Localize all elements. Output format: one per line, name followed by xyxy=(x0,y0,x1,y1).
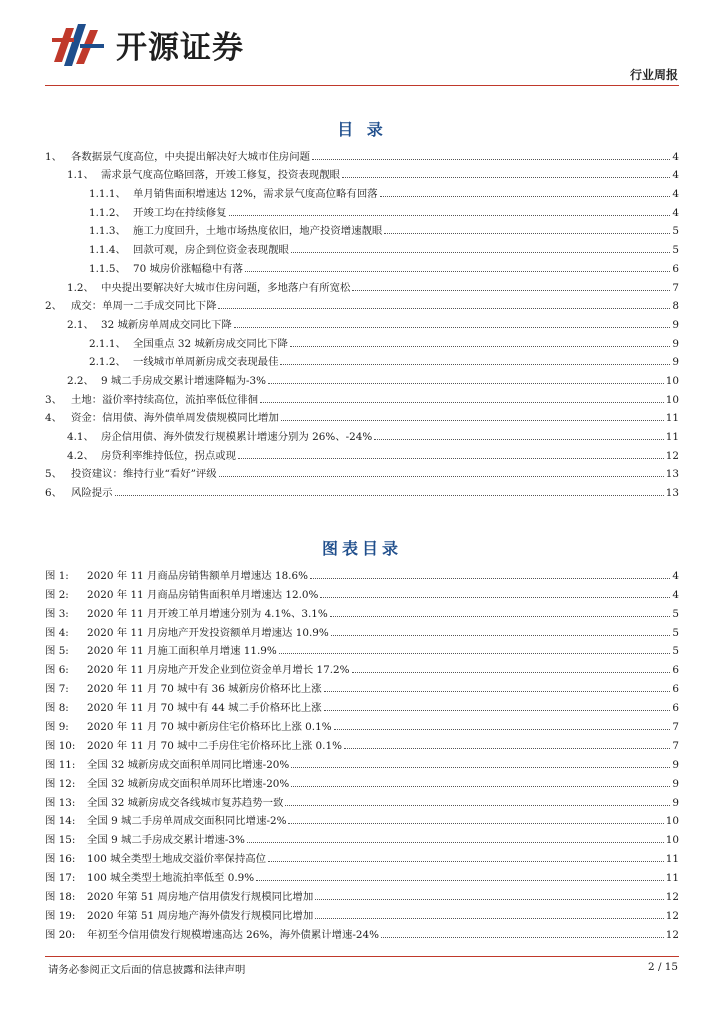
figure-item[interactable] xyxy=(45,564,679,583)
figure-item[interactable] xyxy=(45,885,679,904)
toc-item-page: 10 xyxy=(665,393,679,406)
toc-item[interactable] xyxy=(45,369,679,388)
toc-item-number: 1.1.3、 xyxy=(89,225,126,238)
toc-item[interactable] xyxy=(45,276,679,295)
leader-dots xyxy=(374,439,664,440)
figure-item-text: 2020 年 11 月房地产开发投资额单月增速达 10.9% xyxy=(87,626,329,639)
figure-item-page: 9 xyxy=(672,777,679,790)
toc-item-number: 4、 xyxy=(45,412,63,425)
toc-item[interactable] xyxy=(45,238,679,257)
figure-item[interactable] xyxy=(45,696,679,715)
company-name: 开源证券 xyxy=(116,29,244,66)
figure-item-text: 100 城全类型土地成交溢价率保持高位 xyxy=(87,853,266,866)
logo-mark-icon xyxy=(50,18,108,70)
figure-item[interactable] xyxy=(45,640,679,659)
leader-dots xyxy=(234,327,671,328)
leader-dots xyxy=(352,672,671,673)
figure-item-page: 11 xyxy=(665,872,679,885)
leader-dots xyxy=(380,196,671,197)
toc-item-page: 10 xyxy=(665,374,679,387)
toc-item-page: 11 xyxy=(665,431,679,443)
figure-item-number: 图 19: xyxy=(45,909,76,922)
leader-dots xyxy=(381,937,664,938)
toc-item-number: 1.1.4、 xyxy=(89,244,126,257)
leader-dots xyxy=(291,252,671,253)
figure-item-number: 图 12: xyxy=(45,777,76,790)
leader-dots xyxy=(280,364,670,365)
figure-item[interactable] xyxy=(45,847,679,866)
leader-dots xyxy=(260,402,664,403)
figure-item-number: 图 6: xyxy=(45,664,69,677)
figure-item-number: 图 1: xyxy=(45,569,69,582)
figure-item-page: 4 xyxy=(672,569,679,582)
toc-item-text: 一线城市单周新房成交表现最佳 xyxy=(133,356,279,369)
page-number: 2 / 15 xyxy=(648,961,678,973)
figure-item-text: 2020 年 11 月 70 城中二手房住宅价格环比上涨 0.1% xyxy=(87,739,342,752)
toc-item-page: 4 xyxy=(672,150,679,163)
figure-item[interactable] xyxy=(45,583,679,602)
company-logo xyxy=(50,18,244,70)
toc-item-number: 2、 xyxy=(45,300,63,313)
figure-item-text: 全国 32 城新房成交面积单周环比增速-20% xyxy=(87,777,290,790)
leader-dots xyxy=(384,233,670,234)
toc-item-text: 各数据景气度高位，中央提出解决好大城市住房问题 xyxy=(71,150,310,163)
leader-dots xyxy=(342,177,670,178)
toc-item-text: 开竣工均在持续修复 xyxy=(133,206,227,219)
toc-item-number: 5、 xyxy=(45,468,63,481)
figure-item-page: 5 xyxy=(672,607,679,620)
figure-item-text: 全国 9 城二手房单周成交面积同比增速-2% xyxy=(87,815,287,828)
figure-item-page: 10 xyxy=(665,815,679,828)
toc-item-text: 9 城二手房成交累计增速降幅为-3% xyxy=(101,374,266,387)
figure-item-text: 2020 年 11 月 70 城中有 36 城新房价格环比上涨 xyxy=(87,683,322,696)
toc-item-page: 4 xyxy=(672,188,679,201)
toc-item-number: 2.1.2、 xyxy=(89,356,126,369)
leader-dots xyxy=(285,805,670,806)
toc-item-text: 中央提出要解决好大城市住房问题，多地落户有所宽松 xyxy=(101,281,351,294)
leader-dots xyxy=(256,880,664,881)
toc-item[interactable] xyxy=(45,388,679,407)
figure-item[interactable] xyxy=(45,621,679,640)
figure-item-text: 全国 32 城新房成交面积单周同比增速-20% xyxy=(87,758,290,771)
figure-item-number: 图 14: xyxy=(45,815,76,828)
toc-item-page: 9 xyxy=(672,318,679,331)
figure-item[interactable] xyxy=(45,904,679,923)
footer-divider xyxy=(45,956,679,957)
figure-item-number: 图 18: xyxy=(45,891,76,904)
figure-item[interactable] xyxy=(45,753,679,772)
page-header xyxy=(0,0,724,90)
leader-dots xyxy=(288,823,663,824)
leader-dots xyxy=(238,458,664,459)
toc-item-page: 6 xyxy=(672,262,679,275)
figure-item-text: 2020 年 11 月 70 城中新房住宅价格环比上涨 0.1% xyxy=(87,721,332,734)
figure-item-page: 7 xyxy=(672,721,679,734)
toc-item[interactable] xyxy=(45,257,679,276)
figure-item-page: 5 xyxy=(672,626,679,639)
report-type: 行业周报 xyxy=(629,68,678,82)
toc-item-page: 13 xyxy=(665,468,679,481)
toc-title: 目 录 xyxy=(337,120,387,139)
toc-item[interactable] xyxy=(45,145,679,164)
toc-item[interactable] xyxy=(45,463,679,482)
figure-item-page: 9 xyxy=(672,796,679,809)
toc-item-number: 4.2、 xyxy=(67,449,94,462)
toc-item-page: 11 xyxy=(665,412,679,425)
figure-item-text: 全国 9 城二手房成交累计增速-3% xyxy=(87,834,245,847)
list-of-figures xyxy=(45,564,679,942)
figure-item[interactable] xyxy=(45,677,679,696)
toc-item-text: 单月销售面积增速达 12%，需求景气度高位略有回落 xyxy=(133,188,378,201)
toc-item[interactable] xyxy=(45,164,679,183)
toc-item-number: 2.2、 xyxy=(67,374,94,387)
leader-dots xyxy=(219,476,664,477)
toc-item-text: 资金：信用债、海外债单周发债规模同比增加 xyxy=(71,412,279,425)
toc-item-page: 8 xyxy=(672,300,679,313)
toc-item-number: 1、 xyxy=(45,150,63,163)
toc-item[interactable] xyxy=(45,182,679,201)
figure-item-number: 图 16: xyxy=(45,853,76,866)
toc-item-text: 房企信用债、海外债发行规模累计增速分别为 26%、-24% xyxy=(101,431,373,443)
figure-item-number: 图 3: xyxy=(45,607,69,620)
figure-item-page: 12 xyxy=(665,909,679,922)
leader-dots xyxy=(291,786,670,787)
toc-item-number: 1.1.1、 xyxy=(89,188,126,201)
leader-dots xyxy=(344,748,670,749)
toc-item-number: 2.1、 xyxy=(67,318,94,331)
figure-item[interactable] xyxy=(45,658,679,677)
figure-item-number: 图 11: xyxy=(45,758,76,771)
toc-item-number: 4.1、 xyxy=(67,431,94,443)
toc-item-number: 6、 xyxy=(45,487,63,500)
figure-item-page: 7 xyxy=(672,739,679,752)
figure-item-page: 9 xyxy=(672,758,679,771)
toc-item-text: 32 城新房单周成交同比下降 xyxy=(101,318,232,331)
toc-item-text: 回款可观，房企到位资金表现靓眼 xyxy=(133,244,289,257)
figure-item-number: 图 2: xyxy=(45,588,69,601)
toc-item-number: 2.1.1、 xyxy=(89,337,126,350)
figure-item-number: 图 10: xyxy=(45,739,76,752)
figure-item-page: 6 xyxy=(672,683,679,696)
header-divider xyxy=(45,85,679,86)
figure-item-number: 图 8: xyxy=(45,702,69,715)
leader-dots xyxy=(218,308,670,309)
figure-item-number: 图 5: xyxy=(45,645,69,658)
figure-item-page: 12 xyxy=(665,891,679,904)
leader-dots xyxy=(245,271,670,272)
figure-item[interactable] xyxy=(45,772,679,791)
figures-title: 图表目录 xyxy=(321,539,402,558)
leader-dots xyxy=(268,383,664,384)
toc-item[interactable] xyxy=(45,295,679,314)
leader-dots xyxy=(324,710,671,711)
figure-item[interactable] xyxy=(45,715,679,734)
toc-item-text: 成交：单周一二手成交同比下降 xyxy=(71,300,217,313)
toc-item[interactable] xyxy=(45,407,679,426)
leader-dots xyxy=(310,578,670,579)
figure-item-text: 年初至今信用债发行规模增速高达 26%，海外债累计增速-24% xyxy=(87,928,379,941)
figure-item[interactable] xyxy=(45,734,679,753)
toc-item-number: 1.1.5、 xyxy=(89,262,126,275)
figure-item-page: 4 xyxy=(672,588,679,601)
figure-item-page: 6 xyxy=(672,702,679,715)
figure-item-text: 100 城全类型土地流拍率低至 0.9% xyxy=(87,872,255,885)
toc-item-page: 13 xyxy=(665,487,679,500)
leader-dots xyxy=(331,635,671,636)
figure-item-text: 2020 年第 51 周房地产信用债发行规模同比增加 xyxy=(87,891,314,904)
toc-item[interactable] xyxy=(45,481,679,500)
leader-dots xyxy=(229,215,671,216)
toc-item-page: 5 xyxy=(672,244,679,257)
figure-item-number: 图 17: xyxy=(45,872,76,885)
toc-item-text: 房贷利率维持低位，拐点或现 xyxy=(101,449,237,462)
leader-dots xyxy=(290,346,670,347)
toc-item-number: 1.1、 xyxy=(67,169,94,182)
toc-item-text: 土地：溢价率持续高位，流拍率低位徘徊 xyxy=(71,393,259,406)
leader-dots xyxy=(279,653,671,654)
toc-item-number: 1.1.2、 xyxy=(89,206,126,219)
figure-item-page: 11 xyxy=(665,853,679,866)
figure-item[interactable] xyxy=(45,791,679,810)
figure-item-text: 2020 年 11 月 70 城中有 44 城二手价格环比上涨 xyxy=(87,702,322,715)
toc-item-number: 3、 xyxy=(45,393,63,406)
figure-item-page: 12 xyxy=(665,928,679,941)
figure-item-text: 2020 年 11 月施工面积单月增速 11.9% xyxy=(87,645,277,658)
toc-item[interactable] xyxy=(45,444,679,463)
figure-item-text: 2020 年 11 月房地产开发企业到位资金单月增长 17.2% xyxy=(87,664,350,677)
toc-item-text: 全国重点 32 城新房成交同比下降 xyxy=(133,337,288,350)
figure-item-page: 10 xyxy=(665,834,679,847)
toc-item-text: 施工力度回升，土地市场热度依旧，地产投资增速靓眼 xyxy=(133,225,383,238)
toc-item-number: 1.2、 xyxy=(67,281,94,294)
toc-item[interactable] xyxy=(45,201,679,220)
figure-item-number: 图 13: xyxy=(45,796,76,809)
toc-item-text: 70 城房价涨幅稳中有落 xyxy=(133,262,244,275)
figure-item-number: 图 15: xyxy=(45,834,76,847)
toc-item-page: 7 xyxy=(672,281,679,294)
figure-item[interactable] xyxy=(45,828,679,847)
toc-item-page: 5 xyxy=(672,225,679,238)
leader-dots xyxy=(324,691,671,692)
figure-item-number: 图 9: xyxy=(45,721,69,734)
figure-item-page: 5 xyxy=(672,645,679,658)
leader-dots xyxy=(334,729,671,730)
figure-item-number: 图 7: xyxy=(45,683,69,696)
figure-item-text: 2020 年 11 月商品房销售额单月增速达 18.6% xyxy=(87,569,308,582)
leader-dots xyxy=(315,899,664,900)
toc-item[interactable] xyxy=(45,332,679,351)
toc-item[interactable] xyxy=(45,313,679,332)
toc-item-page: 4 xyxy=(672,206,679,219)
leader-dots xyxy=(330,616,671,617)
footer-disclaimer: 请务必参阅正文后面的信息披露和法律声明 xyxy=(48,964,246,976)
leader-dots xyxy=(247,842,664,843)
leader-dots xyxy=(281,420,664,421)
toc-item-text: 投资建议：维持行业“看好”评级 xyxy=(71,468,217,481)
figure-item[interactable] xyxy=(45,866,679,885)
toc-item-page: 4 xyxy=(672,169,679,182)
toc-item[interactable] xyxy=(45,351,679,370)
figure-item-text: 全国 32 城新房成交各线城市复苏趋势一致 xyxy=(87,796,284,809)
figure-item[interactable] xyxy=(45,810,679,829)
leader-dots xyxy=(115,495,664,496)
toc-item-text: 风险提示 xyxy=(71,487,113,500)
leader-dots xyxy=(312,159,670,160)
toc-item-page: 9 xyxy=(672,337,679,350)
figure-item-text: 2020 年 11 月商品房销售面积单月增速达 12.0% xyxy=(87,588,319,601)
toc-item-text: 需求景气度高位略回落，开竣工修复，投资表现靓眼 xyxy=(101,169,340,182)
figure-item[interactable] xyxy=(45,602,679,621)
toc-item[interactable] xyxy=(45,220,679,239)
leader-dots xyxy=(315,918,664,919)
leader-dots xyxy=(320,597,670,598)
figure-item[interactable] xyxy=(45,923,679,942)
table-of-contents xyxy=(45,145,679,500)
toc-item[interactable] xyxy=(45,425,679,444)
figure-item-number: 图 4: xyxy=(45,626,69,639)
toc-item-page: 12 xyxy=(665,449,679,462)
figure-item-page: 6 xyxy=(672,664,679,677)
toc-item-page: 9 xyxy=(672,356,679,369)
leader-dots xyxy=(291,767,670,768)
figure-item-text: 2020 年 11 月开竣工单月增速分别为 4.1%、3.1% xyxy=(87,607,328,620)
leader-dots xyxy=(352,290,670,291)
figure-item-text: 2020 年第 51 周房地产海外债发行规模同比增加 xyxy=(87,909,314,922)
figure-item-number: 图 20: xyxy=(45,928,76,941)
leader-dots xyxy=(268,861,664,862)
